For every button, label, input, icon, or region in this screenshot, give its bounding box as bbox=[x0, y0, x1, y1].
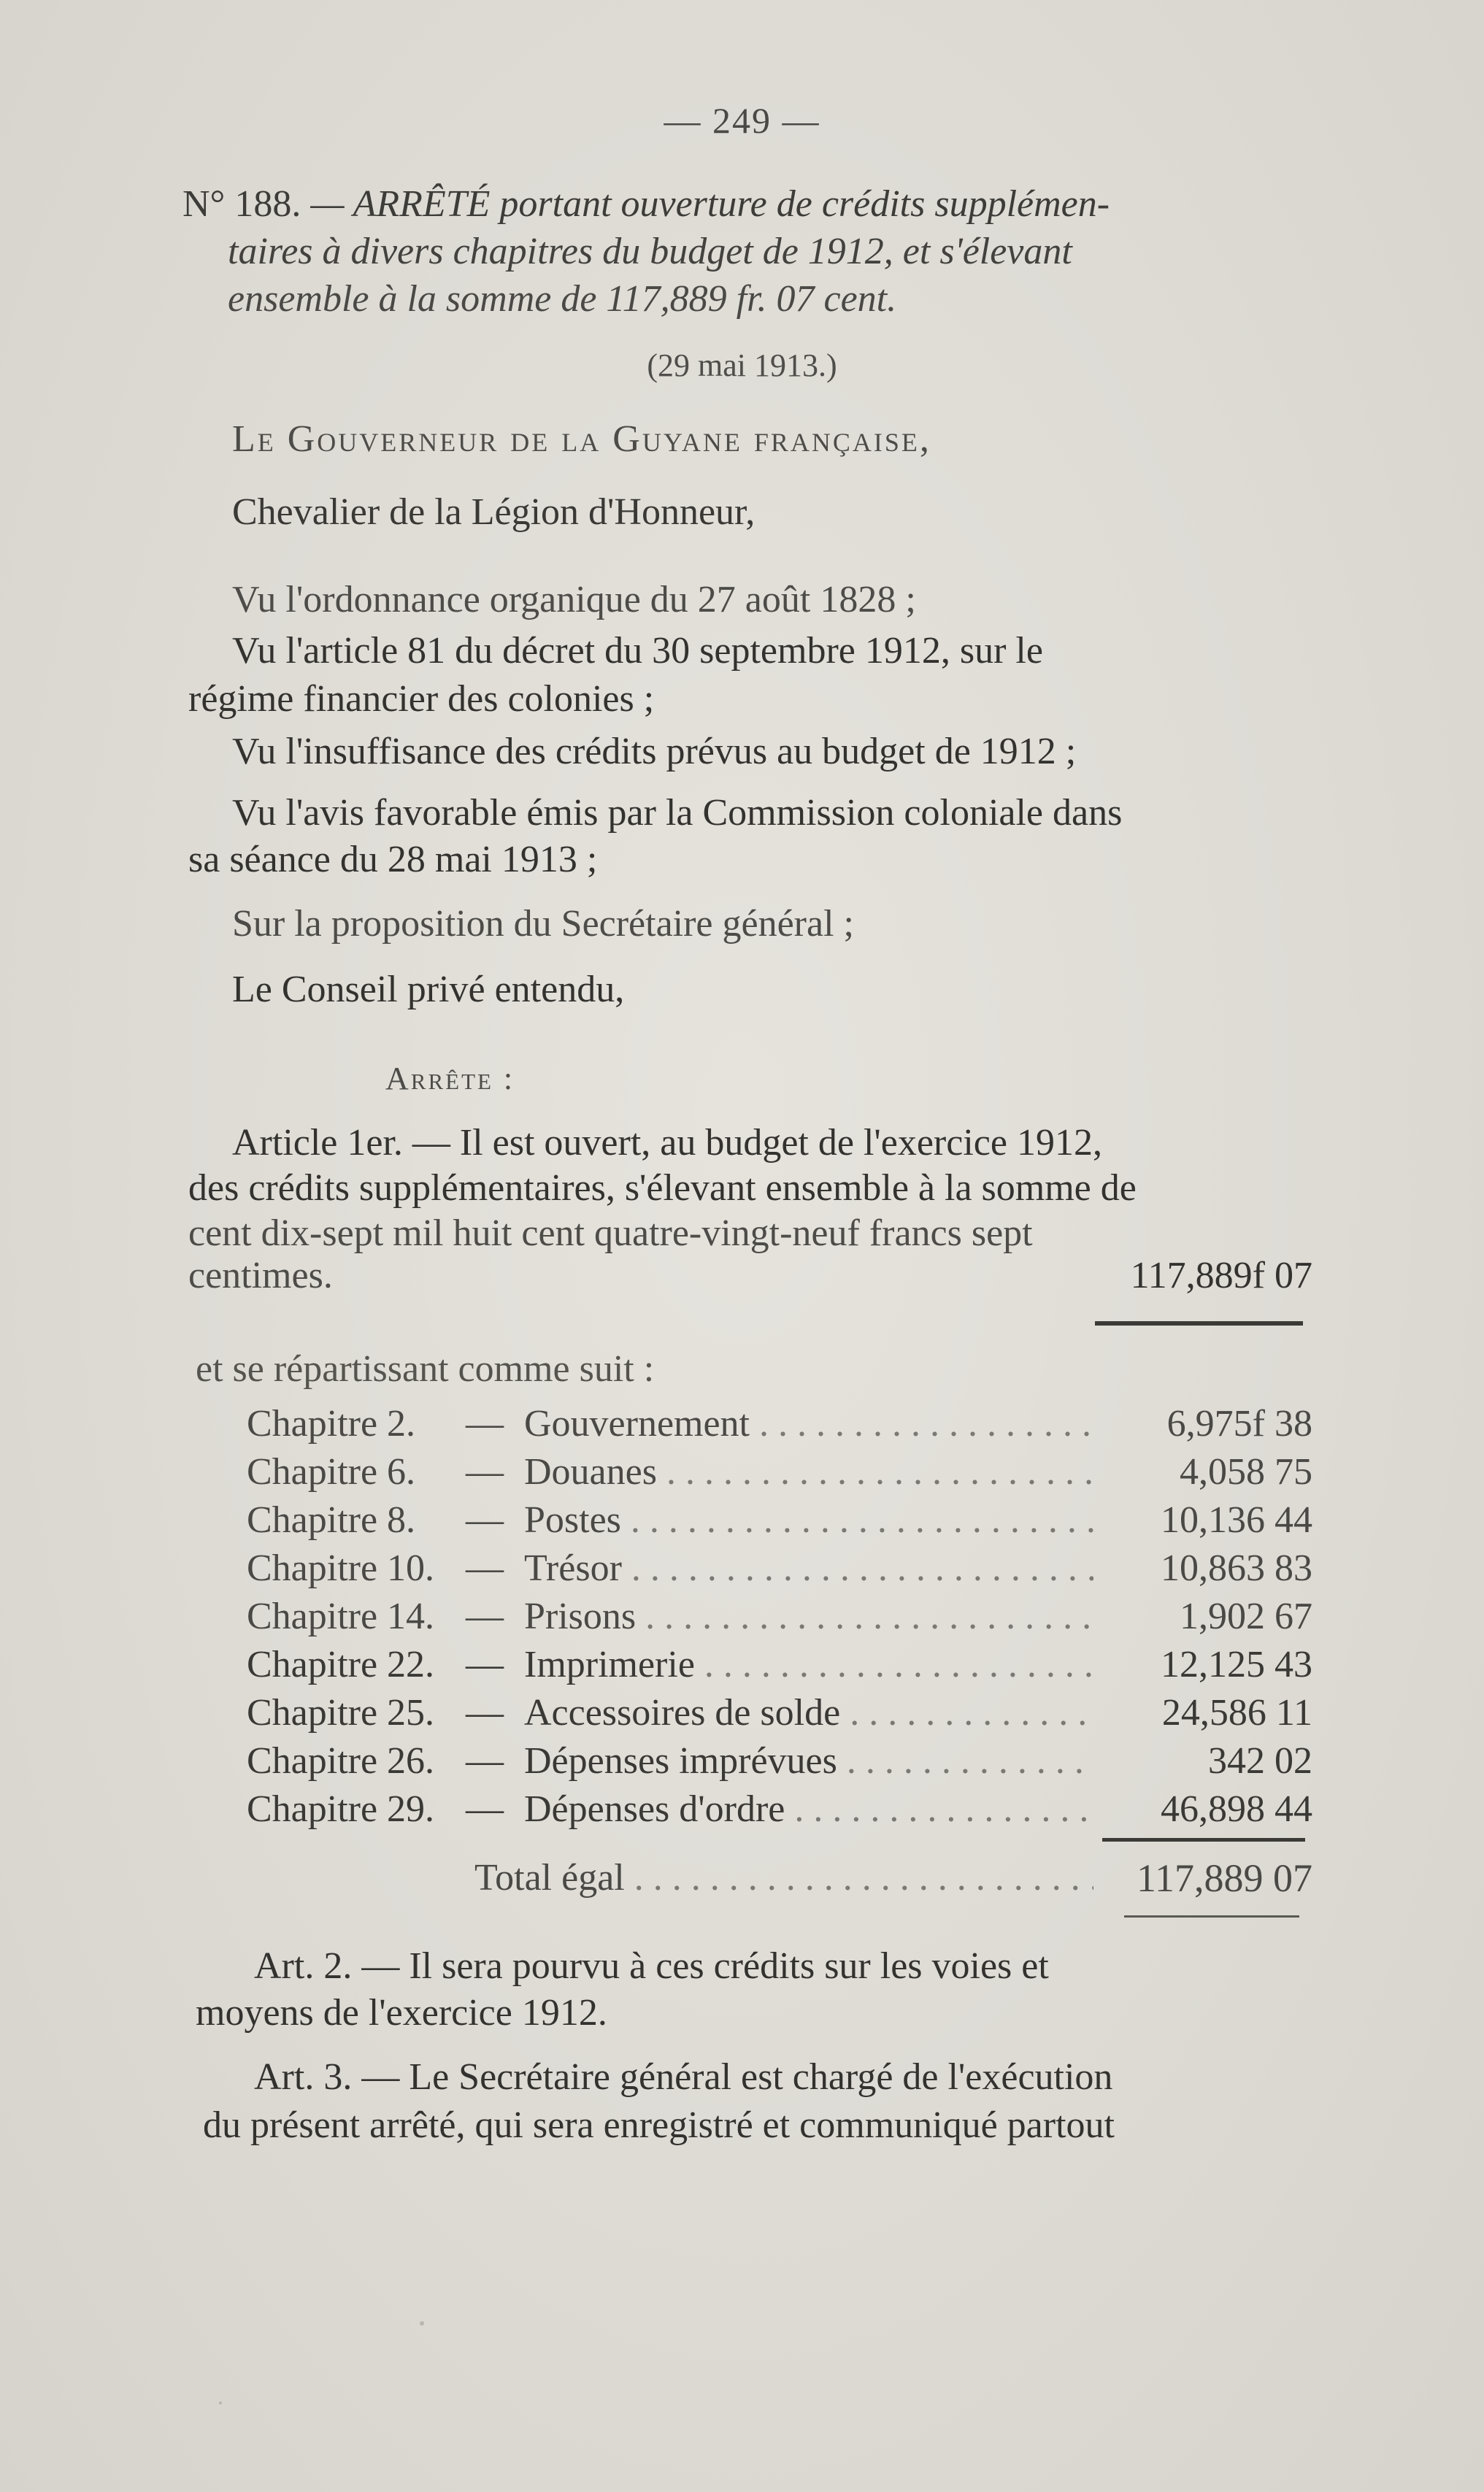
chapter-label: Trésor . . . bbox=[524, 1545, 1093, 1593]
total-row bbox=[474, 1854, 1312, 1902]
page-number: — 249 — bbox=[664, 100, 820, 141]
authority-line-2: Chevalier de la Légion d'Honneur, bbox=[232, 491, 756, 533]
chapter-dash: — bbox=[466, 1451, 504, 1493]
chapter-amount: 4,058 75 bbox=[1180, 1451, 1312, 1493]
chapter-amount: 10,136 44 bbox=[1161, 1499, 1312, 1541]
chapter-label: Postes . . . bbox=[524, 1496, 1093, 1545]
chapter-number: Chapitre 8. bbox=[247, 1499, 416, 1541]
article-1-line-2: des crédits supplémentaires, s'élevant ensemble à la somme de bbox=[188, 1167, 1137, 1209]
chapter-number: Chapitre 10. bbox=[247, 1547, 435, 1589]
table-row bbox=[247, 1448, 1312, 1496]
chapter-dash: — bbox=[466, 1788, 504, 1830]
table-row bbox=[247, 1785, 1312, 1834]
preamble-line-7: Sur la proposition du Secrétaire général ; bbox=[232, 903, 854, 945]
paper-speck bbox=[420, 2321, 424, 2326]
preamble-line-6: sa séance du 28 mai 1913 ; bbox=[188, 839, 598, 880]
total-amount: 117,889 07 bbox=[1137, 1856, 1312, 1900]
total-label: Total égal . . . bbox=[474, 1854, 1093, 1902]
table-row bbox=[247, 1689, 1312, 1737]
decree-title-line-3: ensemble à la somme de 117,889 fr. 07 cent. bbox=[228, 278, 897, 320]
chapter-label: Imprimerie . . . bbox=[524, 1641, 1093, 1689]
arrete-heading: Arrête : bbox=[385, 1061, 515, 1096]
authority-line-1: Le Gouverneur de la Guyane française, bbox=[232, 418, 931, 460]
chapter-dash: — bbox=[466, 1499, 504, 1541]
total-underline bbox=[1124, 1915, 1299, 1918]
decree-date: (29 mai 1913.) bbox=[647, 347, 837, 383]
table-row bbox=[247, 1593, 1312, 1641]
chapter-dash: — bbox=[466, 1547, 504, 1589]
preamble-line-1: Vu l'ordonnance organique du 27 août 1828 ; bbox=[232, 579, 916, 620]
chapter-amount: 46,898 44 bbox=[1161, 1788, 1312, 1830]
chapter-amount: 342 02 bbox=[1208, 1740, 1312, 1782]
chapter-amount: 24,586 11 bbox=[1161, 1692, 1312, 1734]
preamble-line-3: régime financier des colonies ; bbox=[188, 678, 655, 720]
chapter-dash: — bbox=[466, 1403, 504, 1445]
chapter-dash: — bbox=[466, 1644, 504, 1685]
chapter-amount: 6,975f 38 bbox=[1166, 1403, 1312, 1445]
decree-title-text: — ARRÊTÉ portant ouverture de crédits supplémen- bbox=[310, 183, 1110, 225]
chapter-number: Chapitre 22. bbox=[247, 1644, 435, 1685]
chapter-number: Chapitre 6. bbox=[247, 1451, 416, 1493]
preamble-line-2: Vu l'article 81 du décret du 30 septembre 1912, sur le bbox=[232, 630, 1043, 672]
preamble-line-5: Vu l'avis favorable émis par la Commission coloniale dans bbox=[232, 792, 1123, 834]
table-row bbox=[247, 1545, 1312, 1593]
chapter-amount: 12,125 43 bbox=[1161, 1644, 1312, 1685]
chapter-label: Prisons . . . bbox=[524, 1593, 1093, 1641]
article-1-amount: 117,889f 07 bbox=[1130, 1255, 1312, 1296]
chapter-number: Chapitre 25. bbox=[247, 1692, 435, 1734]
decree-title-line-1 bbox=[182, 182, 1299, 226]
preamble-line-4: Vu l'insuffisance des crédits prévus au budget de 1912 ; bbox=[232, 731, 1077, 772]
amount-underline bbox=[1095, 1321, 1303, 1326]
paper-speck bbox=[219, 2401, 222, 2404]
article-3-line-1: Art. 3. — Le Secrétaire général est chargé de l'exécution bbox=[254, 2056, 1113, 2098]
chapter-number: Chapitre 26. bbox=[247, 1740, 435, 1782]
table-row bbox=[247, 1737, 1312, 1785]
table-row bbox=[247, 1641, 1312, 1689]
chapter-dash: — bbox=[466, 1740, 504, 1782]
preamble-line-8: Le Conseil privé entendu, bbox=[232, 969, 625, 1010]
chapter-number: Chapitre 29. bbox=[247, 1788, 435, 1830]
repartition-intro: et se répartissant comme suit : bbox=[196, 1348, 655, 1390]
article-1-line-3: cent dix-sept mil huit cent quatre-vingt-neuf francs sept bbox=[188, 1212, 1033, 1254]
table-row bbox=[247, 1496, 1312, 1545]
chapter-amount: 1,902 67 bbox=[1180, 1596, 1312, 1637]
chapter-amount: 10,863 83 bbox=[1161, 1547, 1312, 1589]
chapter-label: Douanes . . . bbox=[524, 1448, 1093, 1496]
article-2-line-2: moyens de l'exercice 1912. bbox=[196, 1992, 607, 2034]
article-3-line-2: du présent arrêté, qui sera enregistré et communiqué partout bbox=[203, 2104, 1115, 2146]
article-1-line-1: Article 1er. — Il est ouvert, au budget de l'exercice 1912, bbox=[232, 1122, 1102, 1164]
table-row bbox=[247, 1400, 1312, 1448]
chapter-label: Dépenses imprévues . . . bbox=[524, 1737, 1093, 1785]
chapter-dash: — bbox=[466, 1692, 504, 1734]
chapter-label: Dépenses d'ordre . . . bbox=[524, 1785, 1093, 1834]
chapter-number: Chapitre 2. bbox=[247, 1403, 416, 1445]
chapter-number: Chapitre 14. bbox=[247, 1596, 435, 1637]
article-1-line-4: centimes. bbox=[188, 1255, 333, 1296]
article-2-line-1: Art. 2. — Il sera pourvu à ces crédits sur les voies et bbox=[254, 1945, 1049, 1987]
decree-number: N° 188. bbox=[182, 183, 301, 225]
sum-rule bbox=[1102, 1838, 1305, 1842]
chapter-label: Accessoires de solde . . . bbox=[524, 1689, 1093, 1737]
decree-title-line-2: taires à divers chapitres du budget de 1912, et s'élevant bbox=[228, 231, 1072, 272]
chapter-label: Gouvernement . . . bbox=[524, 1400, 1093, 1448]
chapter-dash: — bbox=[466, 1596, 504, 1637]
